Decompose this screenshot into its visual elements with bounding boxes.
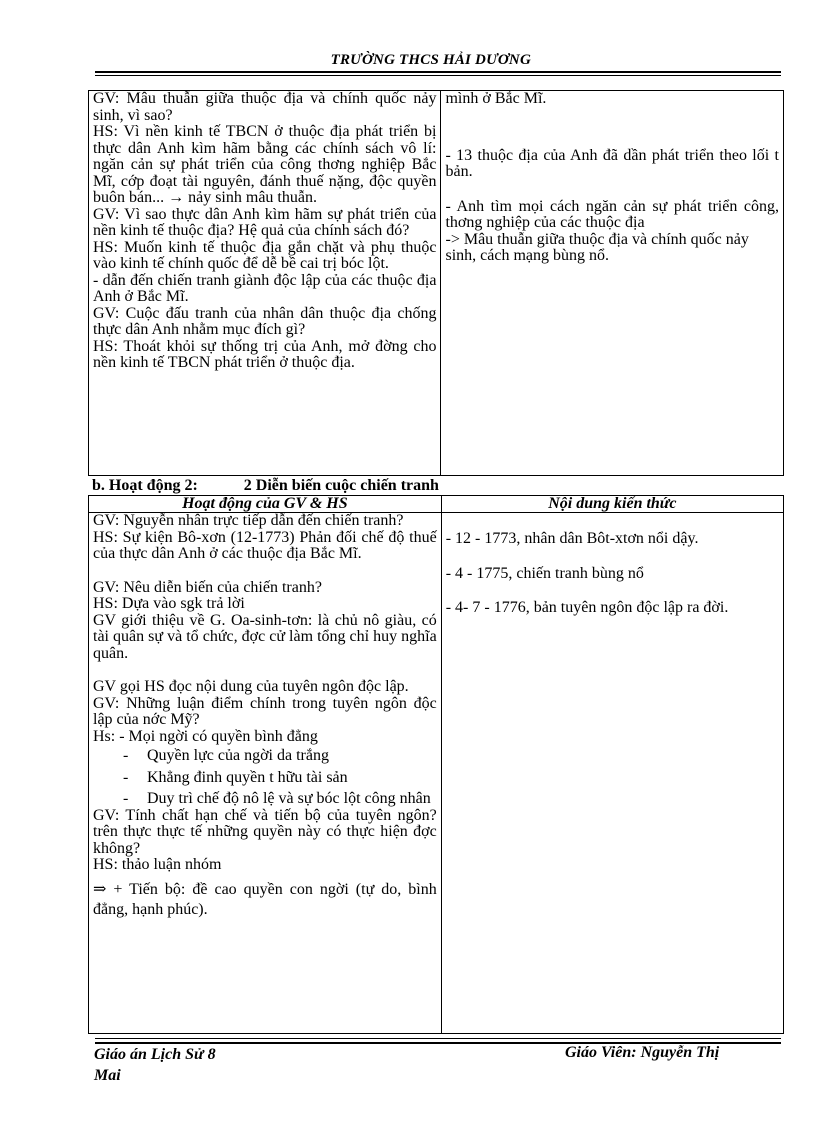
bullet-list <box>93 748 437 808</box>
paragraph: HS: Muốn kinh tế thuộc địa gắn chặt và phụ thuộc vào kinh tế chính quốc để dễ bề cai trị bóc lột. <box>93 238 437 272</box>
paragraph: - Anh tìm mọi cách ngăn cản sự phát triển công, thơng nghiệp của các thuộc địa <box>445 197 779 231</box>
page-header <box>95 52 781 69</box>
paragraph: - dẫn đến chiến tranh giành độc lập của các thuộc địa Anh ở Bắc Mĩ. <box>93 271 437 305</box>
section-title: 2 Diễn biến cuộc chiến tranh <box>243 477 439 494</box>
teacher-student-column <box>89 513 442 1034</box>
paragraph: GV: Những luận điểm chính trong tuyên ngôn độc lập của nớc Mỹ? <box>93 694 437 728</box>
paragraph: GV: Vì sao thực dân Anh kìm hãm sự phát triển của nền kinh tế thuộc địa? Hệ quả của chính sách đó? <box>93 205 437 239</box>
header-rule-thin <box>95 75 781 76</box>
footer-left <box>94 1044 216 1086</box>
paragraph: GV: Mâu thuẫn giữa thuộc địa và chính quốc nảy sinh, vì sao? <box>93 90 437 124</box>
list-item: - Duy trì chế độ nô lệ và sự bóc lột công nhân <box>123 790 431 807</box>
paragraph: - 12 - 1773, nhân dân Bôt-xtơn nổi dậy. <box>445 530 699 547</box>
paragraph: GV: Nguyễn nhân trực tiếp dẫn đến chiến tranh? <box>93 512 404 529</box>
paragraph: GV giới thiệu về G. Oa-sinh-tơn: là chủ nô giàu, có tài quân sự và tổ chức, đợc cử làm tổng chỉ huy nghĩa quân. <box>93 611 437 662</box>
list-item: - Quyền lực của ngời da trắng <box>123 747 329 764</box>
activity-label: b. Hoạt động 2: <box>92 477 198 494</box>
header-rule <box>95 71 781 73</box>
footer-rule-thin <box>95 1038 781 1039</box>
paragraph: -> Mâu thuẫn giữa thuộc địa và chính quốc nảy sinh, cách mạng bùng nổ. <box>445 230 749 264</box>
knowledge-column <box>441 91 784 476</box>
paragraph: - 4- 7 - 1776, bản tuyên ngôn độc lập ra đời. <box>445 599 729 616</box>
paragraph: HS: Thoát khỏi sự thống trị của Anh, mở đờng cho nền kinh tế TBCN phát triển ở thuộc địa. <box>93 337 437 371</box>
paragraph: GV gọi HS đọc nội dung của tuyên ngôn độc lập. <box>93 678 409 695</box>
list-item: - Khẳng đinh quyền t hữu tài sản <box>123 768 348 786</box>
teacher-student-column <box>89 91 441 476</box>
paragraph: HS: thảo luận nhóm <box>93 856 222 873</box>
section-heading <box>92 477 439 495</box>
content-table-2 <box>88 495 784 1034</box>
column-header-content: Nội dung kiến thức <box>441 496 783 513</box>
footer-title: Giáo án Lịch Sử 8 <box>94 1046 216 1063</box>
paragraph: - 13 thuộc địa của Anh đã dần phát triển theo lối t bản. <box>445 146 779 180</box>
footer-author-cont: Mai <box>94 1067 121 1084</box>
paragraph: HS: Vì nền kinh tế TBCN ở thuộc địa phát triển bị thực dân Anh kìm hãm bằng các chính sách vô lí: ngăn cản sự phát triển của công thơng nghiệp Bắc Mĩ, cớp đoạt tài nguyên, đánh thuế nặng, độc quyền buôn bán... → nảy sinh mâu thuẫn. <box>93 123 437 206</box>
school-name: TRƯỜNG THCS HẢI DƯƠNG <box>330 52 531 68</box>
content-table-1 <box>88 90 784 476</box>
paragraph: ⇒ + Tiến bộ: đề cao quyền con ngời (tự do, bình đẳng, hạnh phúc). <box>93 880 437 918</box>
paragraph: mình ở Bắc Mĩ. <box>445 90 547 107</box>
knowledge-column <box>441 513 783 1034</box>
paragraph: HS: Dựa vào sgk trả lời <box>93 595 245 612</box>
paragraph: - 4 - 1775, chiến tranh bùng nổ <box>445 564 644 582</box>
paragraph: GV: Cuộc đấu tranh của nhân dân thuộc địa chống thực dân Anh nhằm mục đích gì? <box>93 304 437 338</box>
paragraph: Hs: - Mọi ngời có quyền bình đẳng <box>93 727 318 745</box>
column-header-activity: Hoạt động của GV & HS <box>89 496 442 513</box>
paragraph: HS: Sự kiện Bô-xơn (12-1773) Phản đối chế độ thuế của thực dân Anh ở các thuộc địa Bắc Mĩ. <box>93 528 437 562</box>
footer-teacher: Giáo Viên: Nguyễn Thị <box>565 1044 720 1061</box>
paragraph: GV: Nêu diễn biến của chiến tranh? <box>93 578 322 596</box>
paragraph: GV: Tính chất hạn chế và tiến bộ của tuyên ngôn? trên thực thực tế những quyền này có thực hiện đợc không? <box>93 806 437 857</box>
